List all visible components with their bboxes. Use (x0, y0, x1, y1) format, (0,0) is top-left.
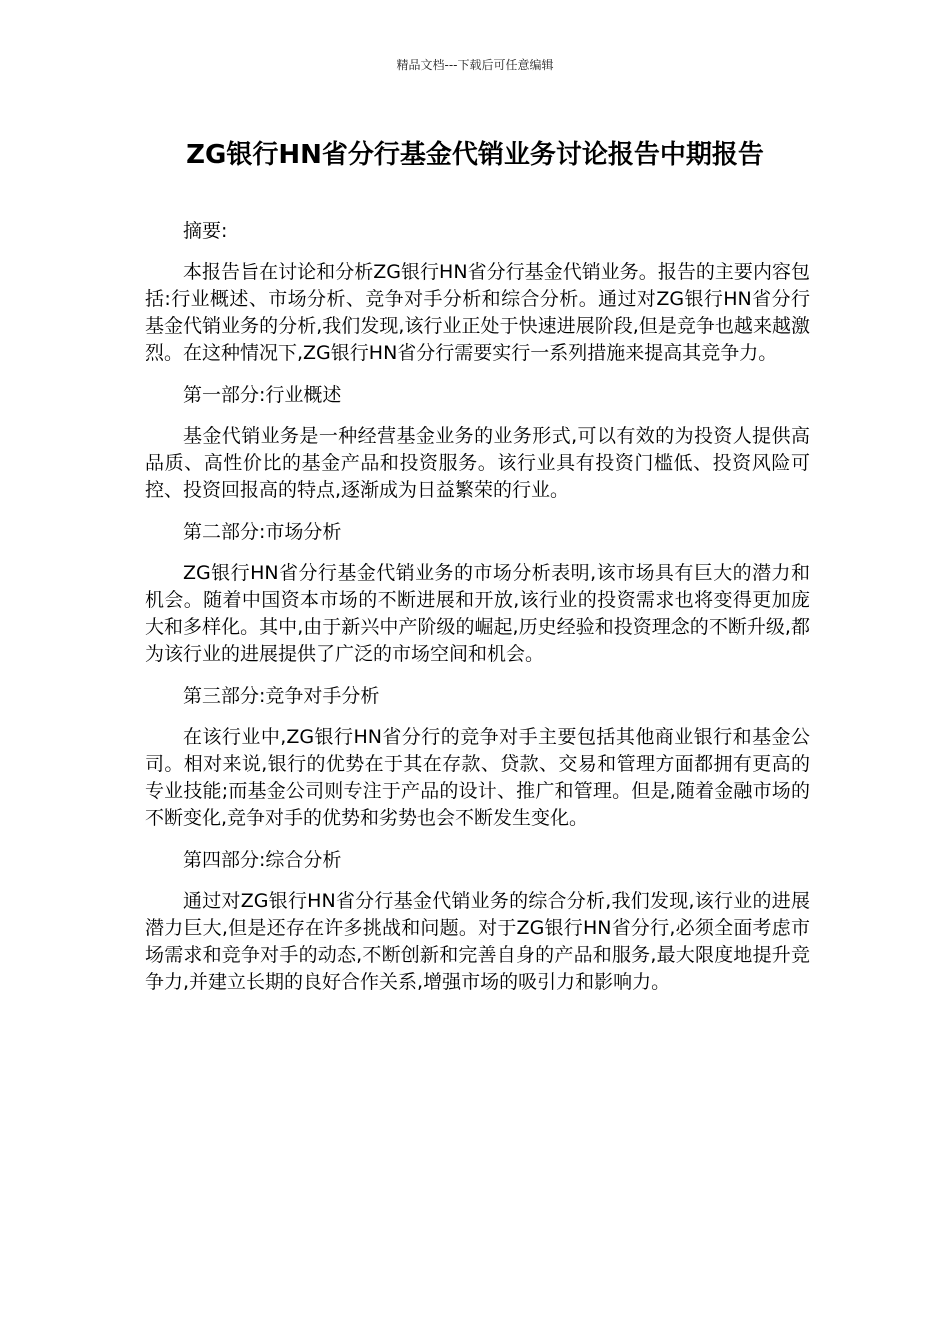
document-body (145, 218, 810, 1011)
section-paragraph-comprehensive-analysis: 通过对ZG银行HN省分行基金代销业务的综合分析,我们发现,该行业的进展潜力巨大,但是还存在许多挑战和问题。对于ZG银行HN省分行,必须全面考虑市场需求和竞争对手的动态,不断创新和完善自身的产品和服务,最大限度地提升竞争力,并建立长期的良好合作关系,增强市场的吸引力和影响力。 (145, 890, 810, 993)
abstract-label: 摘要: (183, 220, 228, 242)
section-heading-industry-overview: 第一部分:行业概述 (183, 384, 342, 406)
section-paragraph-industry-overview: 基金代销业务是一种经营基金业务的业务形式,可以有效的为投资人提供高品质、高性价比的基金产品和投资服务。该行业具有投资门槛低、投资风险可控、投资回报高的特点,逐渐成为日益繁荣的行业。 (145, 425, 810, 501)
abstract-paragraph: 本报告旨在讨论和分析ZG银行HN省分行基金代销业务。报告的主要内容包括:行业概述、市场分析、竞争对手分析和综合分析。通过对ZG银行HN省分行基金代销业务的分析,我们发现,该行业正处于快速进展阶段,但是竞争也越来越激烈。在这种情况下,ZG银行HN省分行需要实行一系列措施来提高其竞争力。 (145, 261, 810, 364)
section-paragraph-competitor-analysis: 在该行业中,ZG银行HN省分行的竞争对手主要包括其他商业银行和基金公司。相对来说,银行的优势在于其在存款、贷款、交易和管理方面都拥有更高的专业技能;而基金公司则专注于产品的设计、推广和管理。但是,随着金融市场的不断变化,竞争对手的优势和劣势也会不断发生变化。 (145, 726, 810, 829)
section-paragraph-market-analysis: ZG银行HN省分行基金代销业务的市场分析表明,该市场具有巨大的潜力和机会。随着中国资本市场的不断进展和开放,该行业的投资需求也将变得更加庞大和多样化。其中,由于新兴中产阶级的崛起,历史经验和投资理念的不断升级,都为该行业的进展提供了广泛的市场空间和机会。 (145, 562, 810, 665)
section-heading-market-analysis: 第二部分:市场分析 (183, 521, 342, 543)
header-note: 精品文档---下载后可任意编辑 (396, 58, 554, 72)
section-heading-comprehensive-analysis: 第四部分:综合分析 (183, 849, 342, 871)
document-title: ZG银行HN省分行基金代销业务讨论报告中期报告 (186, 140, 764, 170)
section-heading-competitor-analysis: 第三部分:竞争对手分析 (183, 685, 380, 707)
